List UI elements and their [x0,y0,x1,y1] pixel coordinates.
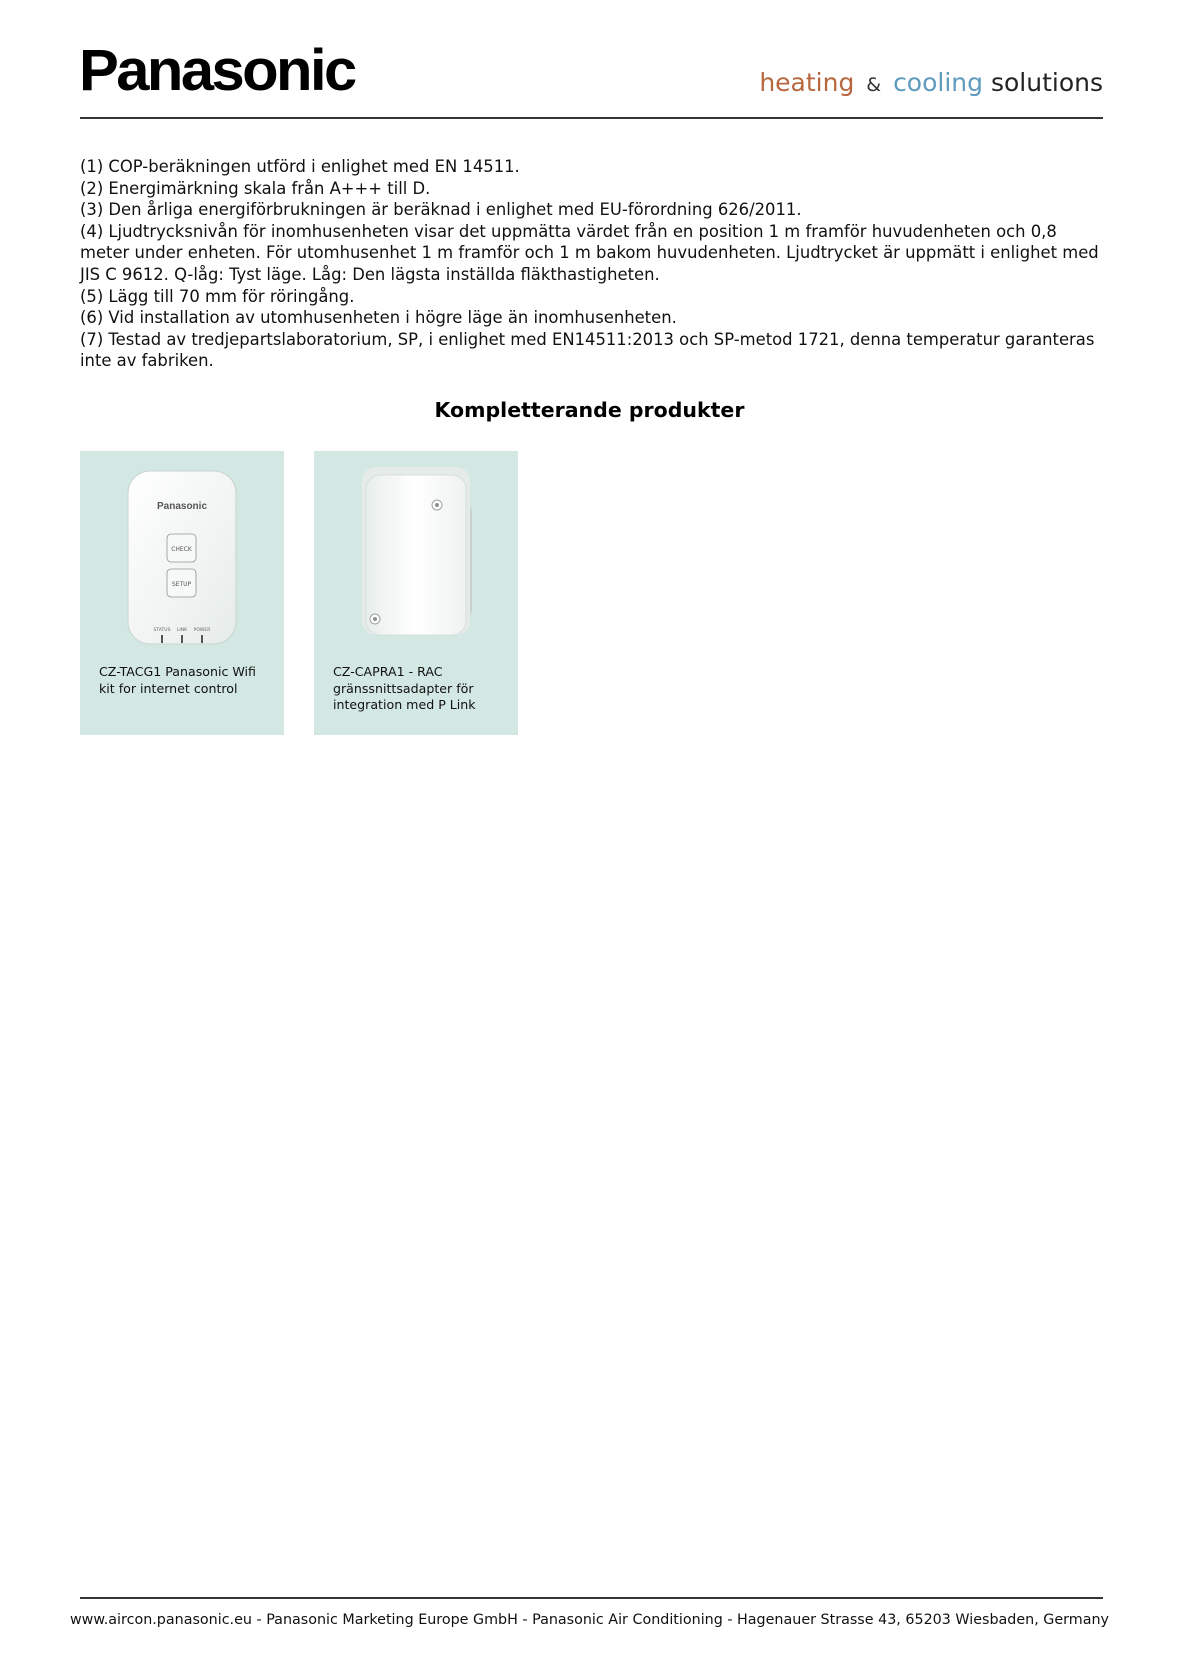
tagline-amp: & [866,74,882,96]
panasonic-logo: Panasonic [79,38,355,103]
interface-adapter-image [314,451,518,651]
power-led-label: POWER [193,628,211,633]
product-caption: CZ-CAPRA1 - RAC gränssnittsadapter för integration med P Link [333,664,476,713]
status-led-label: STATUS [153,628,171,633]
tagline-heating: heating [759,68,855,97]
footer-address: www.aircon.panasonic.eu - Panasonic Marketing Europe GmbH - Panasonic Air Conditioning - Hagenauer Strasse 43, 65203 Wiesbaden, Germany [69,1612,1110,1628]
footnote-5: (5) Lägg till 70 mm för röringång. [80,286,355,306]
tagline [759,70,1103,95]
wifi-adapter-image [80,451,284,651]
footer-divider [80,1597,1103,1599]
link-led-label: LINK [176,628,188,633]
footnote-1: (1) COP-beräkningen utförd i enlighet med EN 14511. [80,157,520,176]
device-brand-label: Panasonic [156,501,208,512]
product-caption: CZ-TACG1 Panasonic Wifi kit for internet control [99,664,256,696]
setup-button-label: SETUP [171,581,192,588]
footnote-3: (3) Den årliga energiförbrukningen är beräknad i enlighet med EU-förordning 626/2011. [80,200,802,220]
tagline-solutions: solutions [990,68,1103,97]
section-title: Kompletterande produkter [434,398,745,422]
footnote-6: (6) Vid installation av utomhusenheten i högre läge än inomhusenheten. [80,308,677,328]
header-divider [80,117,1103,119]
check-button-label: CHECK [171,546,192,553]
product-card-wifi-kit[interactable] [80,451,284,735]
footnote-2: (2) Energimärkning skala från A+++ till D. [80,178,431,198]
footnotes [80,156,1105,372]
footnote-4: (4) Ljudtrycksnivån för inomhusenheten visar det uppmätta värdet från en position 1 m framför huvudenheten och 0,8 meter under enheten. För utomhusenhet 1 m framför och 1 m bakom huvudenheten. Ljudtrycket är uppmätt i enlighet med JIS C 9612. Q-låg: Tyst läge. Låg: Den lägsta inställda fläkthastigheten. [80,221,1099,284]
footnote-7: (7) Testad av tredjepartslaboratorium, SP, i enlighet med EN14511:2013 och SP-metod 1721, denna temperatur garanteras inte av fabriken. [80,329,1095,371]
product-card-interface-adapter[interactable] [314,451,518,735]
tagline-cooling: cooling [893,68,984,97]
